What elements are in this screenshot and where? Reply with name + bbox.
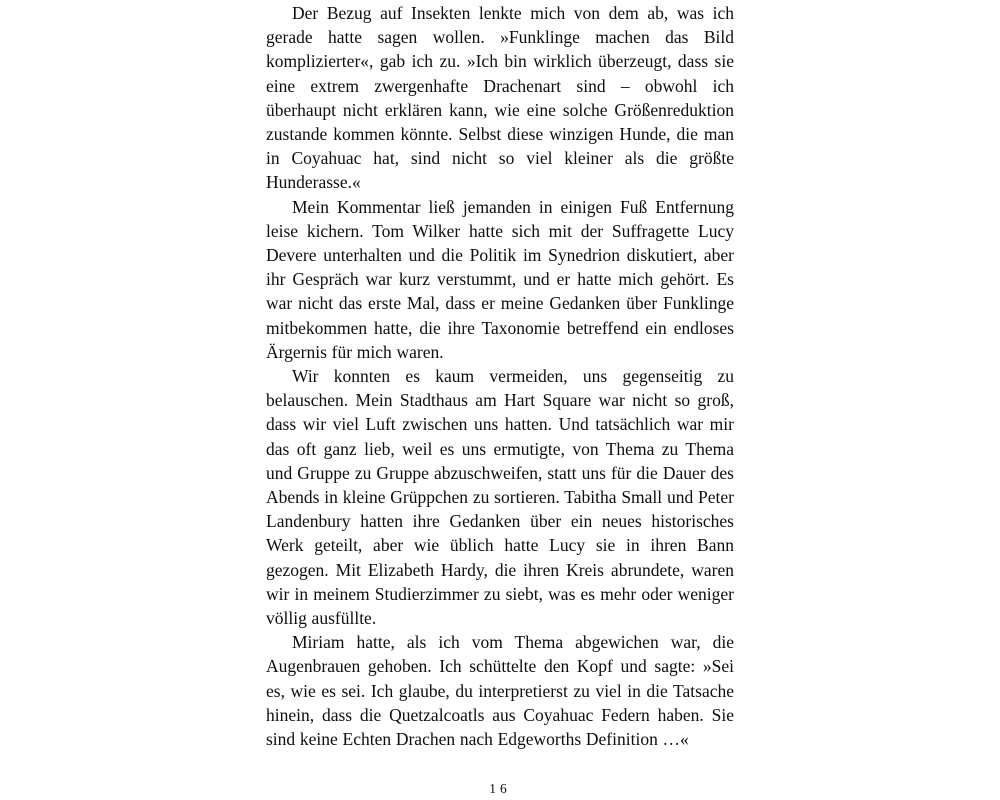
paragraph: Miriam hatte, als ich vom Thema abgewichen war, die Augenbrauen gehoben. Ich schüttelte den Kopf und sagte: »Sei es, wie es sei. Ich glaube, du interpretierst zu viel in die Tatsache hinein, dass die Quetzalcoatls aus Coyahuac Federn haben. Sie sind keine Echten Drachen nach Edgeworths Definition …«: [266, 632, 734, 750]
page-number: 16: [489, 781, 511, 796]
paragraph: Mein Kommentar ließ jemanden in einigen Fuß Entfernung leise kichern. Tom Wilker hatte sich mit der Suffragette Lucy Devere unterhalten und die Politik im Synedrion diskutiert, aber ihr Gespräch war kurz verstummt, und er hatte mich gehört. Es war nicht das erste Mal, dass er meine Gedanken über Funklinge mitbekommen hatte, die ihre Taxonomie betreffend ein endloses Ärgernis für mich waren.: [266, 196, 734, 362]
paragraph: Der Bezug auf Insekten lenkte mich von dem ab, was ich gerade hatte sagen wollen. »Funklinge machen das Bild komplizierter«, gab ich zu. »Ich bin wirklich überzeugt, dass sie eine extrem zwergenhafte Drachenart sind – obwohl ich überhaupt nicht erklären kann, wie eine solche Größenreduktion zustande kommen könnte. Selbst diese winzigen Hunde, die man in Coyahuac hat, sind nicht so viel kleiner als die größte Hunderasse.«: [266, 3, 734, 193]
paragraph: Wir konnten es kaum vermeiden, uns gegenseitig zu belauschen. Mein Stadthaus am Hart Square war nicht so groß, dass wir viel Luft zwischen uns hatten. Und tatsächlich war mir das oft ganz lieb, weil es uns ermutigte, von Thema zu Thema und Gruppe zu Gruppe abzuschweifen, statt uns für die Dauer des Abends in kleine Grüppchen zu sortieren. Tabitha Small und Peter Landenbury hatten ihre Gedanken über ein neues historisches Werk geteilt, aber wie üblich hatte Lucy sie in ihren Bann gezogen. Mit Elizabeth Hardy, die ihren Kreis abrundete, waren wir in meinem Studierzimmer zu siebt, was es mehr oder weniger völlig ausfüllte.: [266, 366, 734, 629]
text-column: [266, 0, 734, 751]
